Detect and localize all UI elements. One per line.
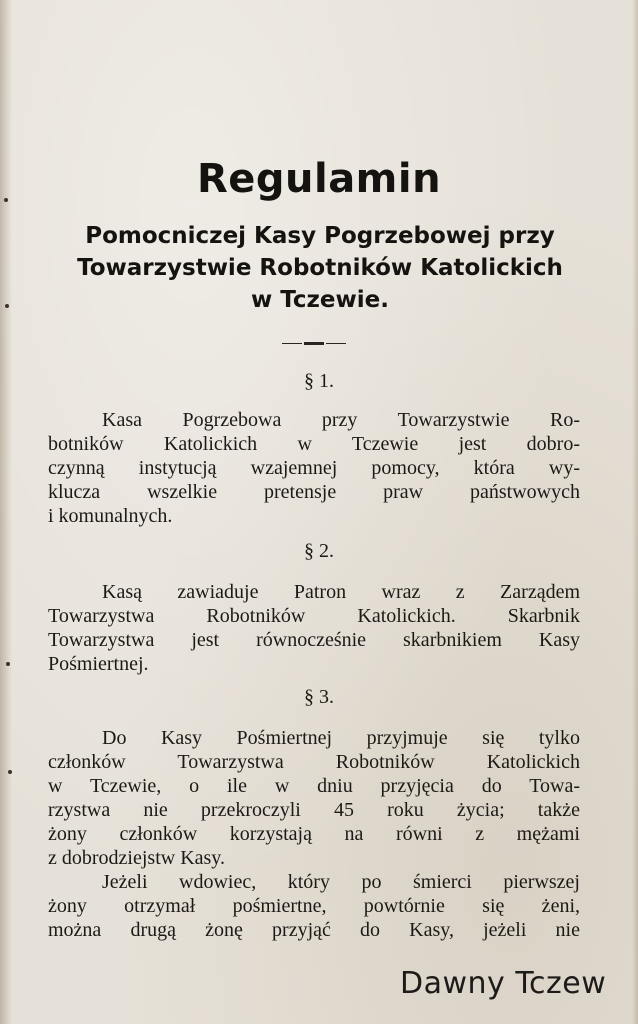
text-line: członków Towarzystwa Robotników Katolickich: [48, 751, 580, 773]
document-subtitle: [40, 220, 600, 316]
section-heading-2: § 2.: [304, 540, 334, 562]
text-line: Kasa Pogrzebowa przy Towarzystwie Ro-: [102, 409, 580, 431]
margin-mark: [8, 770, 12, 774]
text-line: Kasą zawiaduje Patron wraz z Zarządem: [102, 581, 580, 603]
text-line: klucza wszelkie pretensje praw państwowych: [48, 481, 580, 503]
margin-mark: [5, 304, 9, 308]
text-line: można drugą żonę przyjąć do Kasy, jeżeli nie: [48, 919, 580, 941]
ornamental-divider: [282, 342, 346, 345]
text-line: z dobrodziejstw Kasy.: [48, 847, 225, 869]
text-line: rzystwa nie przekroczyli 45 roku życia; także: [48, 799, 580, 821]
page-edge-shadow-left: [0, 0, 12, 1024]
section-2-paragraph: [48, 580, 580, 676]
watermark: Dawny Tczew: [400, 966, 607, 1001]
section-1-paragraph: [48, 408, 580, 528]
text-line: botników Katolickich w Tczewie jest dobro-: [48, 433, 580, 455]
text-line: żony członków korzystają na równi z mężami: [48, 823, 580, 845]
subtitle-line: Towarzystwie Robotników Katolickich: [77, 255, 563, 281]
subtitle-line: Pomocniczej Kasy Pogrzebowej przy: [85, 223, 555, 249]
margin-mark: [6, 662, 10, 666]
text-line: żony otrzymał pośmiertne, powtórnie się żeni,: [48, 895, 580, 917]
section-heading-3: § 3.: [304, 686, 334, 708]
subtitle-line: w Tczewie.: [251, 287, 389, 313]
text-line: Do Kasy Pośmiertnej przyjmuje się tylko: [102, 727, 580, 749]
text-line: Towarzystwa jest równocześnie skarbnikiem Kasy: [48, 629, 580, 651]
section-heading-1: § 1.: [304, 370, 334, 392]
page-edge-shadow-right: [632, 0, 638, 1024]
text-line: i komunalnych.: [48, 505, 173, 527]
document-title: Regulamin: [196, 156, 442, 202]
text-line: czynną instytucją wzajemnej pomocy, która wy-: [48, 457, 580, 479]
text-line: Pośmiertnej.: [48, 653, 149, 675]
text-line: Jeżeli wdowiec, który po śmierci pierwszej: [102, 871, 580, 893]
text-line: Towarzystwa Robotników Katolickich. Skarbnik: [48, 605, 580, 627]
text-line: w Tczewie, o ile w dniu przyjęcia do Towa-: [48, 775, 580, 797]
section-3-paragraph: [48, 726, 580, 942]
